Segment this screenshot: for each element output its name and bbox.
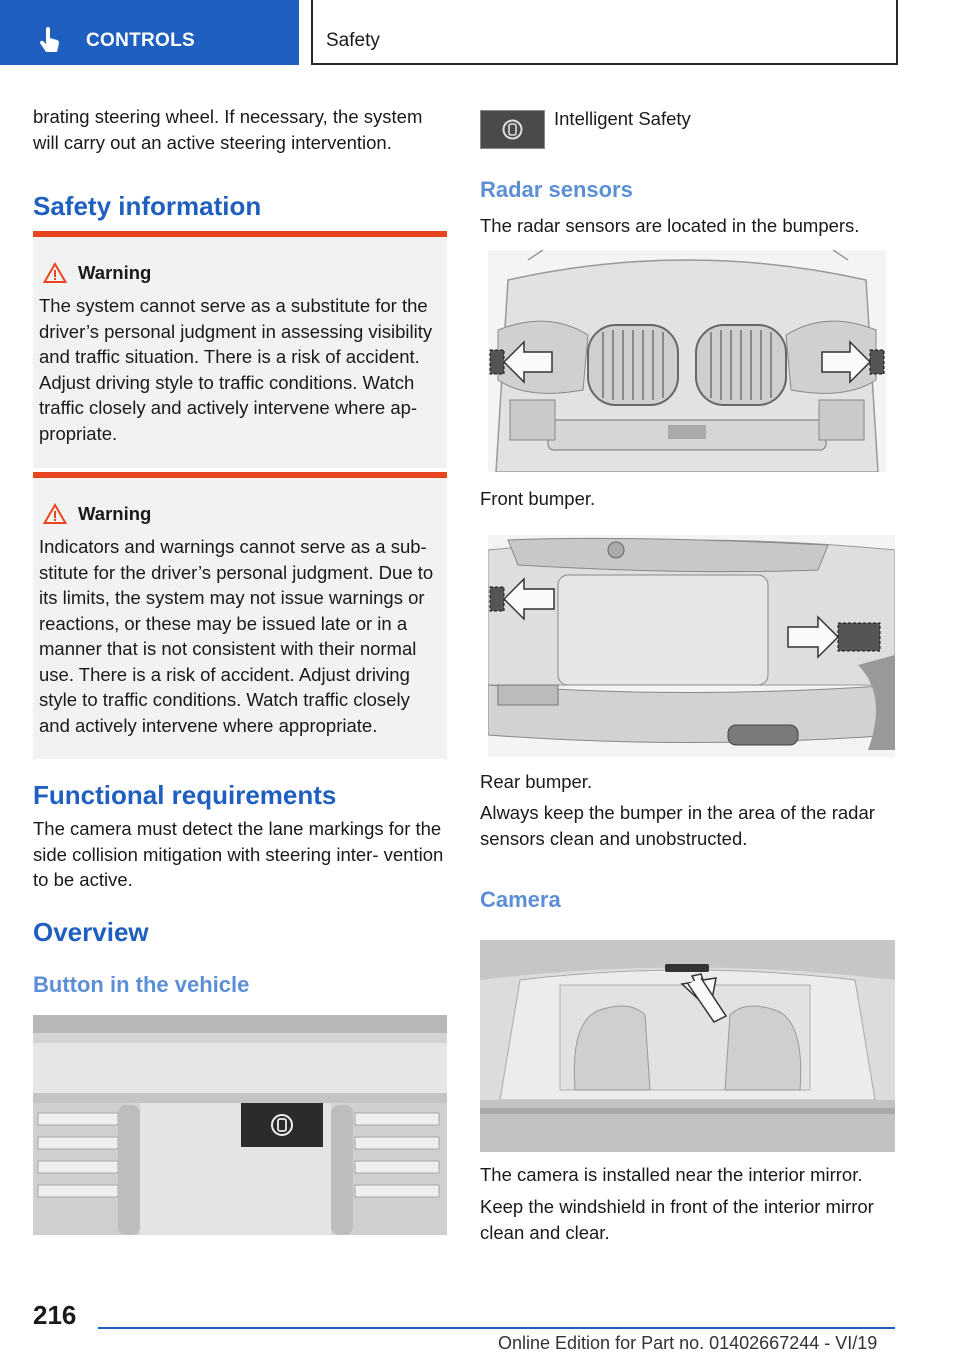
button-in-vehicle-figure [33, 1015, 447, 1235]
safety-heading: Safety information [33, 191, 262, 221]
camera-figure [480, 940, 895, 1152]
warning-title: Warning [78, 503, 152, 524]
radar-sensors-text: The radar sensors are located in the bumpers. [480, 215, 860, 236]
camera-heading: Camera [480, 887, 561, 912]
warning-box-2 [33, 472, 447, 759]
section-label: CONTROLS [86, 30, 196, 51]
radar-sensors-heading: Radar sensors [480, 177, 633, 202]
hand-pointer-icon [38, 27, 62, 53]
warning-title: Warning [78, 262, 152, 283]
overview-heading: Overview [33, 917, 149, 947]
radar-cleaning-text: Always keep the bumper in the area of the radar sensors clean and unobstructed. [480, 802, 875, 849]
rear-bumper-caption: Rear bumper. [480, 771, 593, 792]
camera-cleaning-text: Keep the windshield in front of the interior mirror clean and clear. [480, 1196, 874, 1243]
section-tab[interactable] [0, 0, 299, 65]
warning-text: The system cannot serve as a substitute for the driver’s personal judgment in assessing visibility and traffic situation. There is a risk of accident. Adjust driving style to traffic conditions. Watch traffic closely and actively intervene where ap‐ propriate. [39, 295, 433, 444]
front-bumper-figure [488, 250, 886, 472]
functional-requirements-heading: Functional requirements [33, 780, 337, 810]
front-bumper-caption: Front bumper. [480, 488, 596, 509]
intelligent-safety-icon [481, 111, 544, 148]
intro-text: brating steering wheel. If necessary, the system will carry out an active steering intervention. [33, 106, 423, 153]
warning-triangle-icon [43, 262, 67, 284]
warning-triangle-icon [43, 503, 67, 525]
footer-divider [98, 1327, 895, 1329]
page-number: 216 [33, 1300, 77, 1330]
chapter-box [311, 0, 898, 65]
rear-bumper-figure [488, 535, 895, 757]
intelligent-safety-button[interactable] [480, 110, 545, 149]
intelligent-safety-label: Intelligent Safety [554, 108, 691, 129]
warning-box-1 [33, 231, 447, 468]
functional-requirements-text: The camera must detect the lane markings for the side collision mitigation with steering inter‐ vention to be active. [33, 818, 444, 890]
camera-caption: The camera is installed near the interior mirror. [480, 1164, 863, 1185]
chapter-title: Safety [326, 30, 380, 51]
warning-text: Indicators and warnings cannot serve as a sub‐ stitute for the driver’s personal judgment. Due to its limits, the system may not issue warnings or reactions, or these may be issued late or in a manner that is not consistent with their normal use. There is a risk of accident. Adjust driving style to traffic conditions. Watch traffic closely and actively intervene where appropriate. [39, 536, 434, 736]
edition-text: Online Edition for Part no. 01402667244 - VI/19 [498, 1333, 878, 1353]
button-in-vehicle-heading: Button in the vehicle [33, 972, 250, 997]
